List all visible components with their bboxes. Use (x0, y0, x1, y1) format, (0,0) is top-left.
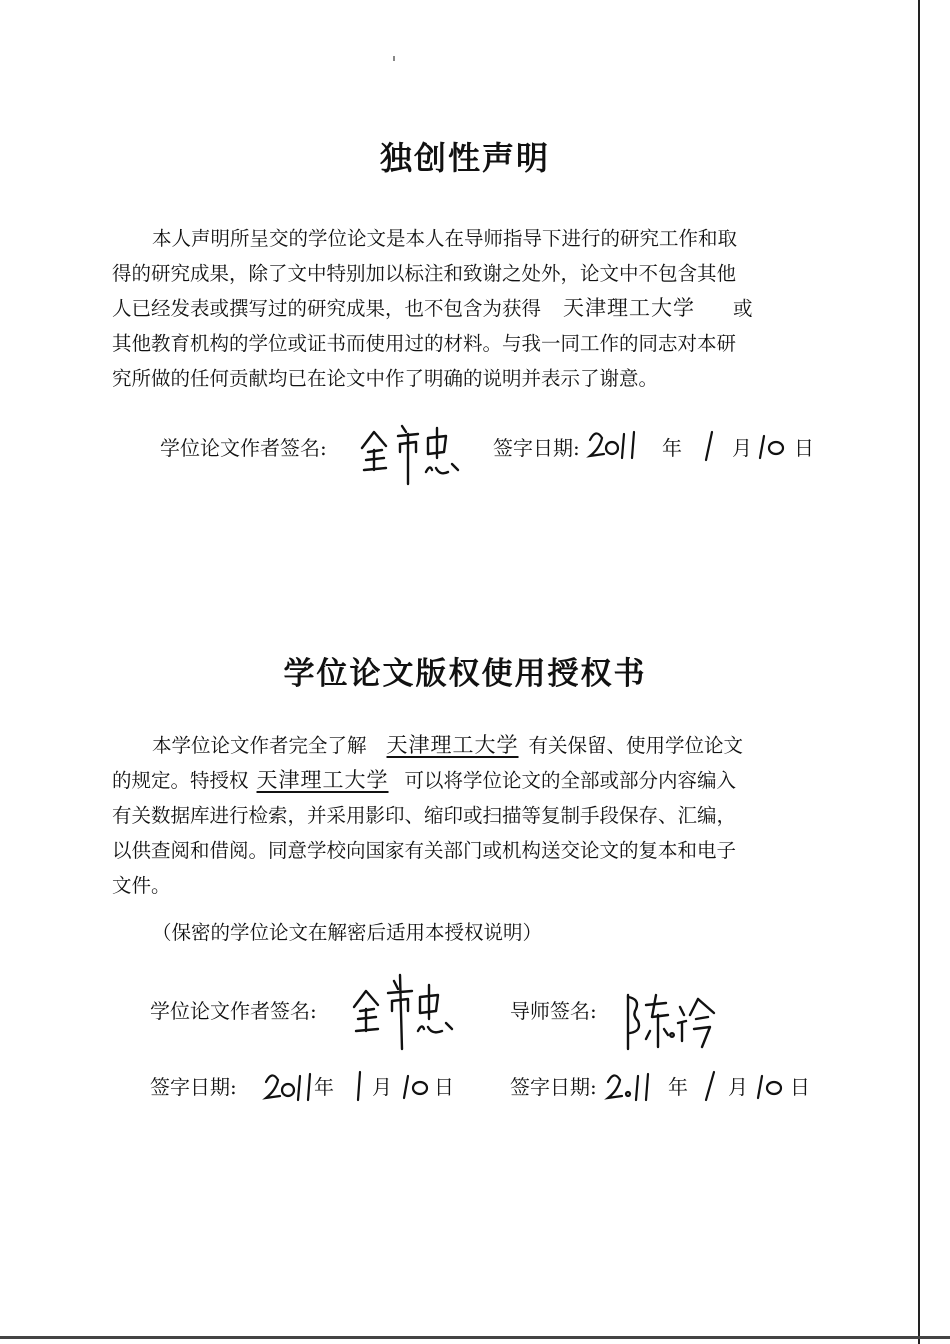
declaration-day-unit: 日 (794, 436, 814, 460)
authorization-author-date-label: 签字日期: (150, 1075, 237, 1099)
advisor-date-year (604, 1066, 664, 1106)
author-year-unit: 年 (314, 1075, 334, 1099)
institution-name: 天津理工大学 (386, 733, 519, 757)
author-handwritten-signature (358, 412, 468, 492)
confidentiality-note: （保密的学位论文在解密后适用本授权说明） (152, 921, 543, 944)
authorization-author-handwritten-signature (350, 965, 460, 1055)
authorization-line (112, 728, 818, 763)
declaration-paragraph (112, 221, 818, 396)
advisor-date-month (700, 1068, 720, 1104)
declaration-text: 人已经发表或撰写过的研究成果，也不包含为获得 (112, 297, 542, 320)
declaration-line: 其他教育机构的学位或证书而使用过的材料。与我一同工作的同志对本研 (112, 332, 737, 355)
scan-border-bottom (0, 1336, 950, 1339)
authorization-title: 学位论文版权使用授权书 (283, 656, 647, 692)
authorization-paragraph (112, 728, 818, 903)
institution-name: 天津理工大学 (256, 768, 389, 792)
authorization-line: 有关数据库进行检索，并采用影印、缩印或扫描等复制手段保存、汇编， (112, 804, 737, 827)
advisor-handwritten-signature (618, 985, 722, 1055)
authorization-line: 文件。 (112, 874, 171, 897)
author-date-year (262, 1066, 322, 1106)
authorization-text: 可以将学位论文的全部或部分内容编入 (404, 769, 737, 792)
authorization-text: 的规定。特授权 (112, 769, 249, 792)
declaration-signature-label: 学位论文作者签名: (160, 436, 327, 460)
authorization-text: 有关保留、使用学位论文 (528, 734, 744, 757)
declaration-title: 独创性声明 (379, 139, 550, 177)
author-date-month (350, 1068, 370, 1104)
declaration-text: 或 (733, 297, 753, 320)
advisor-signature-label: 导师签名: (510, 999, 597, 1023)
scan-speck (393, 56, 395, 61)
declaration-line: 得的研究成果，除了文中特别加以标注和致谢之处外，论文中不包含其他 (112, 262, 737, 285)
institution-name: 天津理工大学 (563, 296, 696, 320)
declaration-date-label: 签字日期: (493, 436, 580, 460)
authorization-line: 以供查阅和借阅。同意学校向国家有关部门或机构送交论文的复本和电子 (112, 839, 737, 862)
authorization-author-signature-label: 学位论文作者签名: (150, 999, 317, 1023)
author-day-unit: 日 (434, 1075, 454, 1099)
declaration-line: 本人声明所呈交的学位论文是本人在导师指导下进行的研究工作和取 (152, 227, 738, 250)
declaration-line (112, 291, 818, 326)
authorization-text: 本学位论文作者完全了解 (152, 734, 367, 757)
advisor-day-unit: 日 (790, 1075, 810, 1099)
declaration-line: 究所做的任何贡献均已在论文中作了明确的说明并表示了谢意。 (112, 367, 659, 390)
advisor-month-unit: 月 (728, 1075, 748, 1099)
declaration-year-unit: 年 (662, 436, 682, 460)
advisor-year-unit: 年 (668, 1075, 688, 1099)
declaration-date-year (586, 424, 646, 464)
authorization-line (112, 763, 818, 798)
declaration-month-unit: 月 (732, 436, 752, 460)
advisor-date-day (752, 1072, 788, 1102)
declaration-date-month (700, 428, 720, 464)
advisor-date-label: 签字日期: (510, 1075, 597, 1099)
author-date-day (398, 1072, 434, 1102)
author-month-unit: 月 (372, 1075, 392, 1099)
declaration-date-day (754, 432, 790, 462)
